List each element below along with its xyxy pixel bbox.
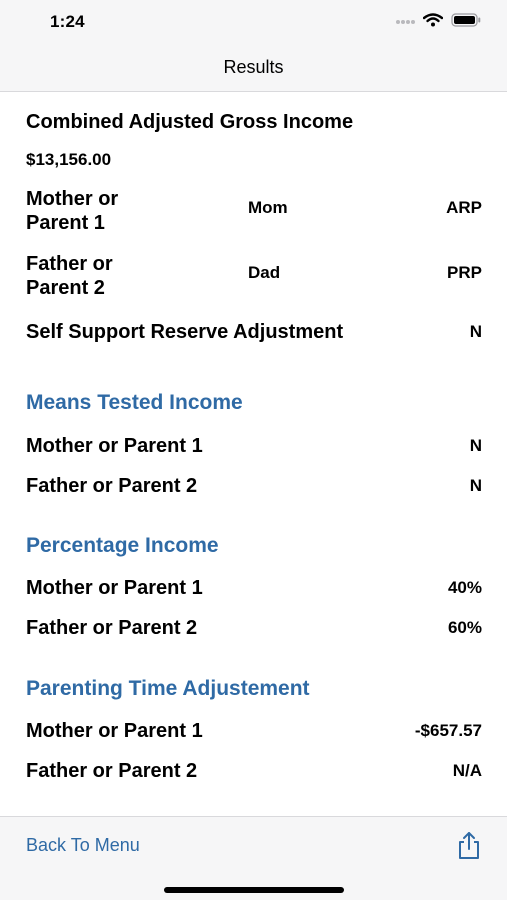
means-tested-title: Means Tested Income (26, 391, 243, 414)
results-content[interactable] (0, 92, 507, 816)
ssr-value: N (469, 322, 482, 341)
percentage-label: Mother or Parent 1 (26, 577, 203, 599)
parenting-time-label: Mother or Parent 1 (26, 720, 203, 742)
mother-role: ARP (446, 198, 482, 217)
combined-income-amount: $13,156.00 (26, 150, 112, 169)
status-icons (395, 13, 481, 32)
parenting-time-title: Parenting Time Adjustement (26, 677, 310, 700)
means-tested-row (26, 474, 482, 498)
wifi-icon (423, 13, 443, 32)
father-name: Dad (248, 263, 281, 282)
means-tested-label: Father or Parent 2 (26, 475, 198, 497)
parenting-time-label: Father or Parent 2 (26, 760, 198, 782)
ssr-label: Self Support Reserve Adjustment (26, 321, 344, 343)
navigation-bar (0, 0, 507, 92)
percentage-label: Father or Parent 2 (26, 617, 198, 639)
signal-icon (395, 14, 415, 32)
page-title: Results (223, 57, 284, 77)
percentage-value: 40% (447, 578, 482, 597)
mother-row (26, 187, 482, 235)
means-tested-value: N (469, 476, 482, 495)
parenting-time-value: N/A (452, 761, 482, 780)
bottom-toolbar (0, 816, 507, 900)
percentage-income-title: Percentage Income (26, 534, 219, 557)
mother-label-line1: Mother or (26, 188, 119, 210)
mother-label-line2: Parent 1 (26, 212, 105, 234)
percentage-value: 60% (447, 618, 482, 637)
battery-icon (451, 13, 481, 32)
means-tested-value: N (469, 436, 482, 455)
parenting-time-row (26, 759, 482, 783)
percentage-row (26, 616, 482, 640)
home-indicator (164, 887, 344, 893)
father-role: PRP (447, 263, 482, 282)
combined-income-heading: Combined Adjusted Gross Income (26, 111, 354, 133)
back-to-menu-button[interactable]: Back To Menu (26, 835, 140, 855)
share-button[interactable] (455, 831, 483, 861)
father-label-line2: Parent 2 (26, 277, 105, 299)
status-time: 1:24 (50, 12, 85, 31)
father-row (26, 252, 482, 300)
parenting-time-row (26, 719, 482, 743)
parenting-time-value: -$657.57 (414, 721, 482, 740)
means-tested-row (26, 434, 482, 458)
ssr-row (26, 320, 482, 344)
mother-name: Mom (248, 198, 288, 217)
share-icon (455, 848, 483, 865)
percentage-row (26, 576, 482, 600)
father-label-line1: Father or (26, 253, 113, 275)
means-tested-label: Mother or Parent 1 (26, 435, 203, 457)
